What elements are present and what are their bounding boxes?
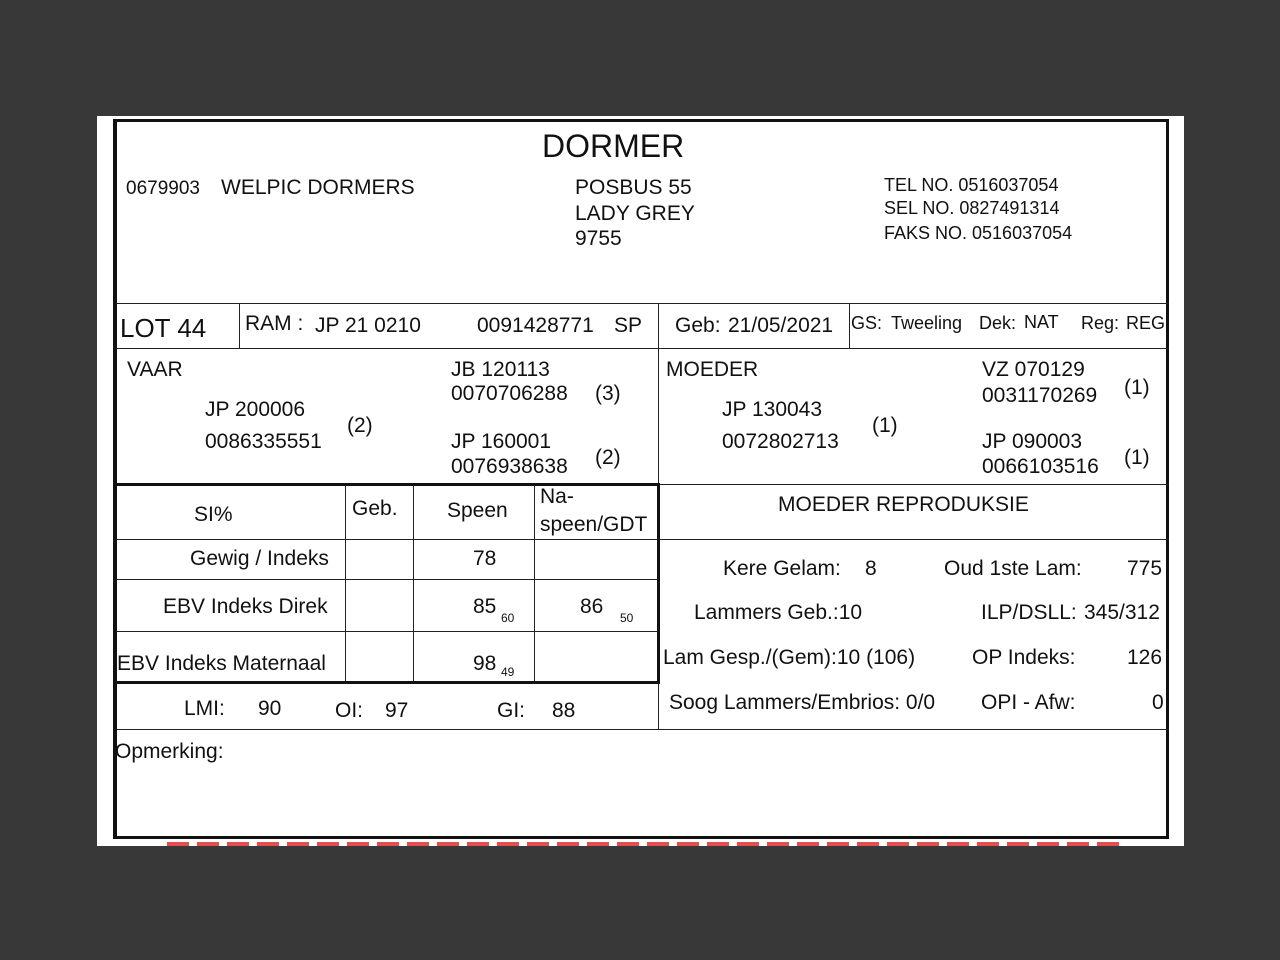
address-line-2: LADY GREY <box>575 202 695 225</box>
ebv-maternaal-speen-value: 98 <box>473 652 497 675</box>
divider <box>345 485 346 681</box>
ram-id: JP 21 0210 <box>315 314 421 337</box>
ram-label: RAM : <box>245 312 304 335</box>
ilp-dsll-value: 345/312 <box>1084 601 1160 624</box>
breeder-name: WELPIC DORMERS <box>221 176 415 199</box>
vaar-dam-id: JP 160001 <box>451 430 552 453</box>
lot-number: LOT 44 <box>120 313 207 343</box>
oi-value: 97 <box>385 699 409 722</box>
moeder-count: (1) <box>872 414 898 437</box>
divider <box>117 681 660 684</box>
reproduksie-title: MOEDER REPRODUKSIE <box>778 493 1029 516</box>
divider <box>117 348 1169 349</box>
divider <box>658 348 659 483</box>
ebv-direk-speen-accuracy: 60 <box>501 611 515 625</box>
op-indeks-value: 126 <box>1127 646 1163 669</box>
ebv-direk-speen-value: 85 <box>473 595 497 618</box>
cut-off-red-text <box>167 842 1127 846</box>
si-header: SI% <box>194 503 233 526</box>
moeder-sire-number: 0031170269 <box>982 384 1098 407</box>
soog-lammers: Soog Lammers/Embrios: 0/0 <box>669 691 936 714</box>
geb-header: Geb. <box>352 497 398 520</box>
address-line-3: 9755 <box>575 227 622 250</box>
gi-label: GI: <box>497 699 526 722</box>
reg-value: REG <box>1126 313 1166 333</box>
lam-gesp: Lam Gesp./(Gem):10 (106) <box>663 646 916 669</box>
dek-label: Dek: <box>979 313 1017 333</box>
moeder-id: JP 130043 <box>722 398 823 421</box>
address-line-1: POSBUS 55 <box>575 176 692 199</box>
fax-number: FAKS NO. 0516037054 <box>884 223 1073 243</box>
naspeen-header-line1: Na- <box>540 485 574 508</box>
remarks-label: Opmerking: <box>115 740 224 763</box>
opi-afw-label: OPI - Afw: <box>981 691 1076 714</box>
vaar-sire-id: JB 120113 <box>451 358 550 381</box>
divider <box>658 683 659 729</box>
ebv-direk-naspeen-value: 86 <box>580 595 604 618</box>
divider <box>657 483 660 683</box>
divider <box>117 539 1169 540</box>
ebv-direk-naspeen-accuracy: 50 <box>620 611 634 625</box>
ebv-maternaal-speen-accuracy: 49 <box>501 665 515 679</box>
gs-value: Tweeling <box>891 313 963 333</box>
vaar-label: VAAR <box>127 358 183 381</box>
lot-card <box>113 119 1169 839</box>
gi-value: 88 <box>552 699 576 722</box>
ebv-direk-label: EBV Indeks Direk <box>163 595 328 618</box>
kere-gelam-label: Kere Gelam: <box>723 557 841 580</box>
moeder-sire-count: (1) <box>1124 376 1150 399</box>
document-page <box>97 116 1184 846</box>
moeder-dam-id: JP 090003 <box>982 430 1083 453</box>
moeder-dam-count: (1) <box>1124 446 1150 469</box>
divider <box>534 485 535 681</box>
divider <box>117 579 658 580</box>
lmi-value: 90 <box>258 697 282 720</box>
naspeen-header-line2: speen/GDT <box>540 513 648 536</box>
dek-value: NAT <box>1024 312 1059 332</box>
sel-number: SEL NO. 0827491314 <box>884 198 1060 218</box>
ram-number: 0091428771 <box>477 314 594 337</box>
vaar-number: 0086335551 <box>205 430 322 453</box>
divider <box>117 483 660 486</box>
vaar-sire-number: 0070706288 <box>451 382 568 405</box>
vaar-sire-count: (3) <box>595 382 621 405</box>
oud-1ste-lam-value: 775 <box>1127 557 1163 580</box>
gewig-speen-value: 78 <box>473 547 497 570</box>
moeder-number: 0072802713 <box>722 430 839 453</box>
divider <box>658 484 1169 485</box>
divider <box>658 303 659 348</box>
moeder-dam-number: 0066103516 <box>982 455 1099 478</box>
breed-title: DORMER <box>542 128 685 164</box>
ram-grade: SP <box>614 314 643 337</box>
oud-1ste-lam-label: Oud 1ste Lam: <box>944 557 1082 580</box>
divider <box>117 729 1169 730</box>
gewig-indeks-label: Gewig / Indeks <box>190 547 329 570</box>
vaar-dam-number: 0076938638 <box>451 455 568 478</box>
vaar-count: (2) <box>347 414 373 437</box>
lmi-label: LMI: <box>184 697 225 720</box>
ebv-maternaal-label: EBV Indeks Maternaal <box>117 652 326 675</box>
speen-header: Speen <box>447 499 508 522</box>
op-indeks-label: OP Indeks: <box>972 646 1076 669</box>
birth-date: 21/05/2021 <box>728 314 834 337</box>
kere-gelam-value: 8 <box>865 557 877 580</box>
divider <box>413 485 414 681</box>
moeder-label: MOEDER <box>666 358 759 381</box>
breeder-code: 0679903 <box>126 178 200 199</box>
tel-number: TEL NO. 0516037054 <box>884 175 1059 195</box>
divider <box>117 631 658 632</box>
oi-label: OI: <box>335 699 364 722</box>
gs-label: GS: <box>851 313 883 333</box>
vaar-id: JP 200006 <box>205 398 306 421</box>
divider <box>849 303 850 348</box>
birth-label: Geb: <box>675 314 721 337</box>
vaar-dam-count: (2) <box>595 446 621 469</box>
ilp-dsll-label: ILP/DSLL: <box>981 601 1077 624</box>
opi-afw-value: 0 <box>1152 691 1164 714</box>
divider <box>117 303 1169 304</box>
reg-label: Reg: <box>1081 313 1120 333</box>
lammers-geb: Lammers Geb.:10 <box>694 601 863 624</box>
divider <box>239 303 240 348</box>
moeder-sire-id: VZ 070129 <box>982 358 1085 381</box>
